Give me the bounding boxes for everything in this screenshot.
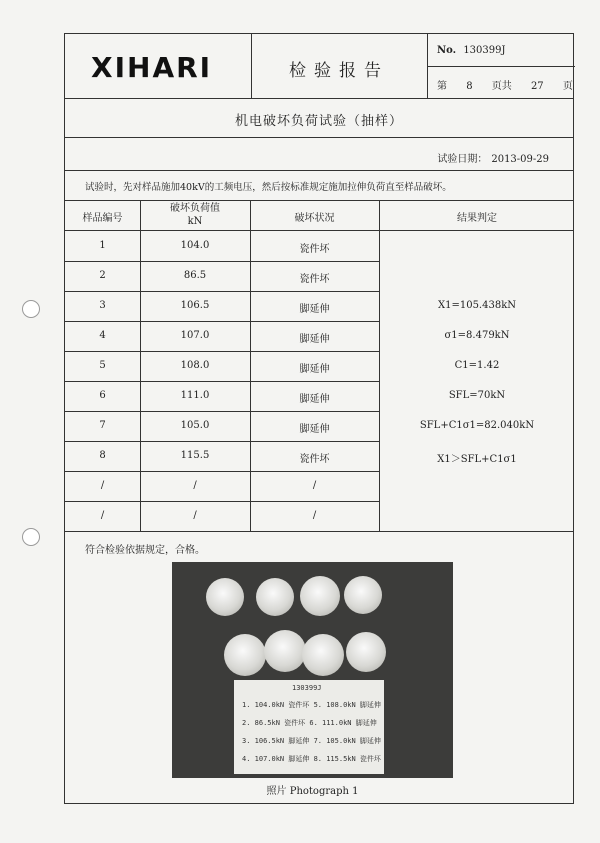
col-condition: 破坏状况: [294, 213, 335, 224]
insulator-disk: [302, 634, 344, 676]
photo-caption: 照片 Photograph 1: [266, 786, 359, 797]
result-sfl-c1: SFL+C1σ1=82.040kN: [419, 420, 535, 431]
insulator-disk: [206, 578, 244, 616]
handwritten-note: 130399J 1. 104.0kN 瓷件坏 5. 108.0kN 脚延伸 2. 86.5kN 瓷件坏 6. 111.0kN 脚延伸 3. 106.5kN 脚延伸 7. 105.0kN 脚延伸 4. 107.0kN 脚延伸 8. 115.5kN 瓷件坏: [234, 680, 384, 774]
page-indicator: 第 8 页共 27 页: [437, 81, 573, 92]
test-description: 试验时，先对样品施加40kV的工频电压，然后按标准规定施加拉伸负荷直至样品破坏。: [85, 182, 452, 193]
insulator-disk: [224, 634, 266, 676]
col-result: 结果判定: [457, 213, 497, 224]
report-number: No. 130399J: [437, 45, 506, 56]
punch-hole-bottom: [22, 528, 40, 546]
result-mean: X1=105.438kN: [437, 300, 517, 311]
result-judgement: X1＞SFL+C1σ1: [437, 454, 517, 465]
result-sigma: σ1=8.479kN: [444, 330, 510, 341]
company-logo: XIHARI: [91, 51, 213, 84]
insulator-disk: [256, 578, 294, 616]
punch-hole-top: [22, 300, 40, 318]
result-sfl: SFL=70kN: [448, 390, 506, 401]
result-c1: C1=1.42: [454, 360, 500, 371]
conclusion: 符合检验依据规定，合格。: [85, 545, 205, 556]
col-sample-no: 样品编号: [82, 213, 123, 224]
insulator-disk: [346, 632, 386, 672]
sample-photo: [172, 562, 453, 778]
insulator-disk: [344, 576, 382, 614]
test-date: 试验日期： 2013-09-29: [437, 154, 549, 165]
insulator-disk: [300, 576, 340, 616]
insulator-disk: [264, 630, 306, 672]
section-title: 机电破坏负荷试验（抽样）: [234, 114, 403, 129]
report-page: XIHARI 检验报告 No. 130399J 第 8 页共 27 页 机电破坏负荷试验（抽样） 试验日期： 2013-09-29 试验时，先对样品施加40kV的工频电压，然后按标准规定施加拉伸负荷直至样品破坏。 样品编号 破坏负荷值 kN 破坏状况 结果判定 1 104.0 瓷件坏 2 86.5 瓷件坏 3 106.5 脚延伸 4 107.0 脚延伸 5 108.0 脚延伸 6 111.0 脚延伸 7 105.0 脚延伸 8 115.5 瓷件坏 / / / / / / X1=105.438kN σ1=8.479kN C1=1.42 SFL=70kN SFL+C1σ1=82.040kN X1＞SFL+C1σ1 符合检验依据规定，合格。 130399J 1. 104.0kN 瓷件坏 5. 108.0kN 脚延伸 2. 86.5kN 瓷件坏 6. 111.0kN 脚延伸 3. 106.5kN 脚延伸 7. 105.0kN 脚延伸 4. 107.0kN 脚延伸 8. 115.5kN 瓷件坏 照片 Photograph 1: [64, 33, 574, 804]
report-title: 检验报告: [289, 61, 389, 81]
col-load: 破坏负荷值 kN: [170, 203, 220, 227]
